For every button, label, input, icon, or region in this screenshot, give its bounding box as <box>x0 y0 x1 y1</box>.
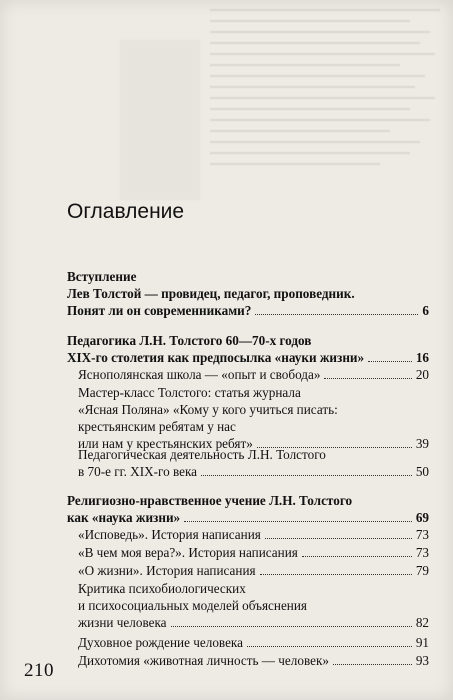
toc-page-number: 6 <box>422 303 429 318</box>
toc-page-number: 79 <box>415 563 429 578</box>
leader-dots <box>247 646 412 647</box>
toc-entry-line: Лев Толстой — провидец, педагог, проповедник. <box>67 286 355 301</box>
toc-entry-line: Педагогическая деятельность Л.Н. Толстого <box>78 447 326 462</box>
toc-entry-confession[interactable] <box>78 526 429 543</box>
leader-dots <box>368 361 412 362</box>
leader-dots <box>260 574 412 575</box>
toc-page-number: 73 <box>415 527 429 542</box>
toc-entry-line: Духовное рождение человека <box>78 635 243 650</box>
toc-entry-line: «Исповедь». История написания <box>78 527 261 542</box>
toc-entry-line: «В чем моя вера?». История написания <box>78 545 298 560</box>
toc-entry-line: Понят ли он современниками? <box>67 303 252 318</box>
toc-entry-line: «О жизни». История написания <box>78 563 256 578</box>
toc-entry-line: в 70-е гг. XIX-го века <box>78 464 198 479</box>
leader-dots <box>324 378 411 379</box>
leader-dots <box>302 556 412 557</box>
toc-entry-line: Педагогика Л.Н. Толстого 60—70-х годов <box>67 333 312 348</box>
toc-page-number: 39 <box>415 436 429 451</box>
toc-entry-line: и психосоциальных моделей объяснения <box>78 598 307 613</box>
toc-entry-dichotomy[interactable] <box>78 652 429 669</box>
toc-page-number: 20 <box>415 367 429 382</box>
leader-dots <box>255 314 418 315</box>
toc-entry-pedagogy[interactable] <box>67 332 429 366</box>
toc-entry-introduction[interactable] <box>67 268 429 319</box>
toc-entry-line: крестьянским ребятам у нас <box>78 419 236 434</box>
toc-entry-line: Яснополянская школа — «опыт и свобода» <box>78 367 321 382</box>
toc-entry-on-life[interactable] <box>78 562 429 579</box>
toc-page-number: 16 <box>415 350 429 365</box>
toc-entry-religious-teaching[interactable] <box>67 492 429 526</box>
toc-page-number: 82 <box>415 615 429 630</box>
toc-entry-line: как «наука жизни» <box>67 510 181 525</box>
leader-dots <box>184 521 412 522</box>
toc-heading: Оглавление <box>67 200 185 223</box>
page-number-folio: 210 <box>24 660 54 681</box>
toc-entry-line: жизни человека <box>78 615 167 630</box>
toc-entry-line: Вступление <box>67 269 137 284</box>
leader-dots <box>201 475 412 476</box>
toc-page-number: 73 <box>415 545 429 560</box>
toc-page-number: 93 <box>415 653 429 668</box>
toc-entry-line: Критика психобиологических <box>78 581 246 596</box>
toc-entry-yasnaya-school[interactable] <box>78 366 429 383</box>
toc-entry-line: Мастер-класс Толстого: статья журнала <box>78 385 301 400</box>
toc-entry-line: или нам у крестьянских ребят» <box>78 436 253 451</box>
leader-dots <box>171 626 412 627</box>
toc-entry-critique-models[interactable] <box>78 580 429 631</box>
toc-entry-my-faith[interactable] <box>78 544 429 561</box>
show-through-text <box>120 0 453 230</box>
toc-entry-line: XIX-го столетия как предпосылка «науки жизни» <box>67 350 365 365</box>
toc-entry-line: Дихотомия «животная личность — человек» <box>78 653 329 668</box>
toc-page-number: 50 <box>415 464 429 479</box>
leader-dots <box>333 664 412 665</box>
toc-entry-spiritual-birth[interactable] <box>78 634 429 651</box>
toc-page-number: 69 <box>415 510 429 525</box>
leader-dots <box>265 538 412 539</box>
toc-entry-pedagogical-activity[interactable] <box>78 446 429 480</box>
toc-entry-line: «Ясная Поляна» «Кому у кого учиться писать: <box>78 402 338 417</box>
toc-entry-master-class[interactable] <box>78 384 429 452</box>
toc-entry-line: Религиозно-нравственное учение Л.Н. Толстого <box>67 493 353 508</box>
toc-page-number: 91 <box>415 635 429 650</box>
